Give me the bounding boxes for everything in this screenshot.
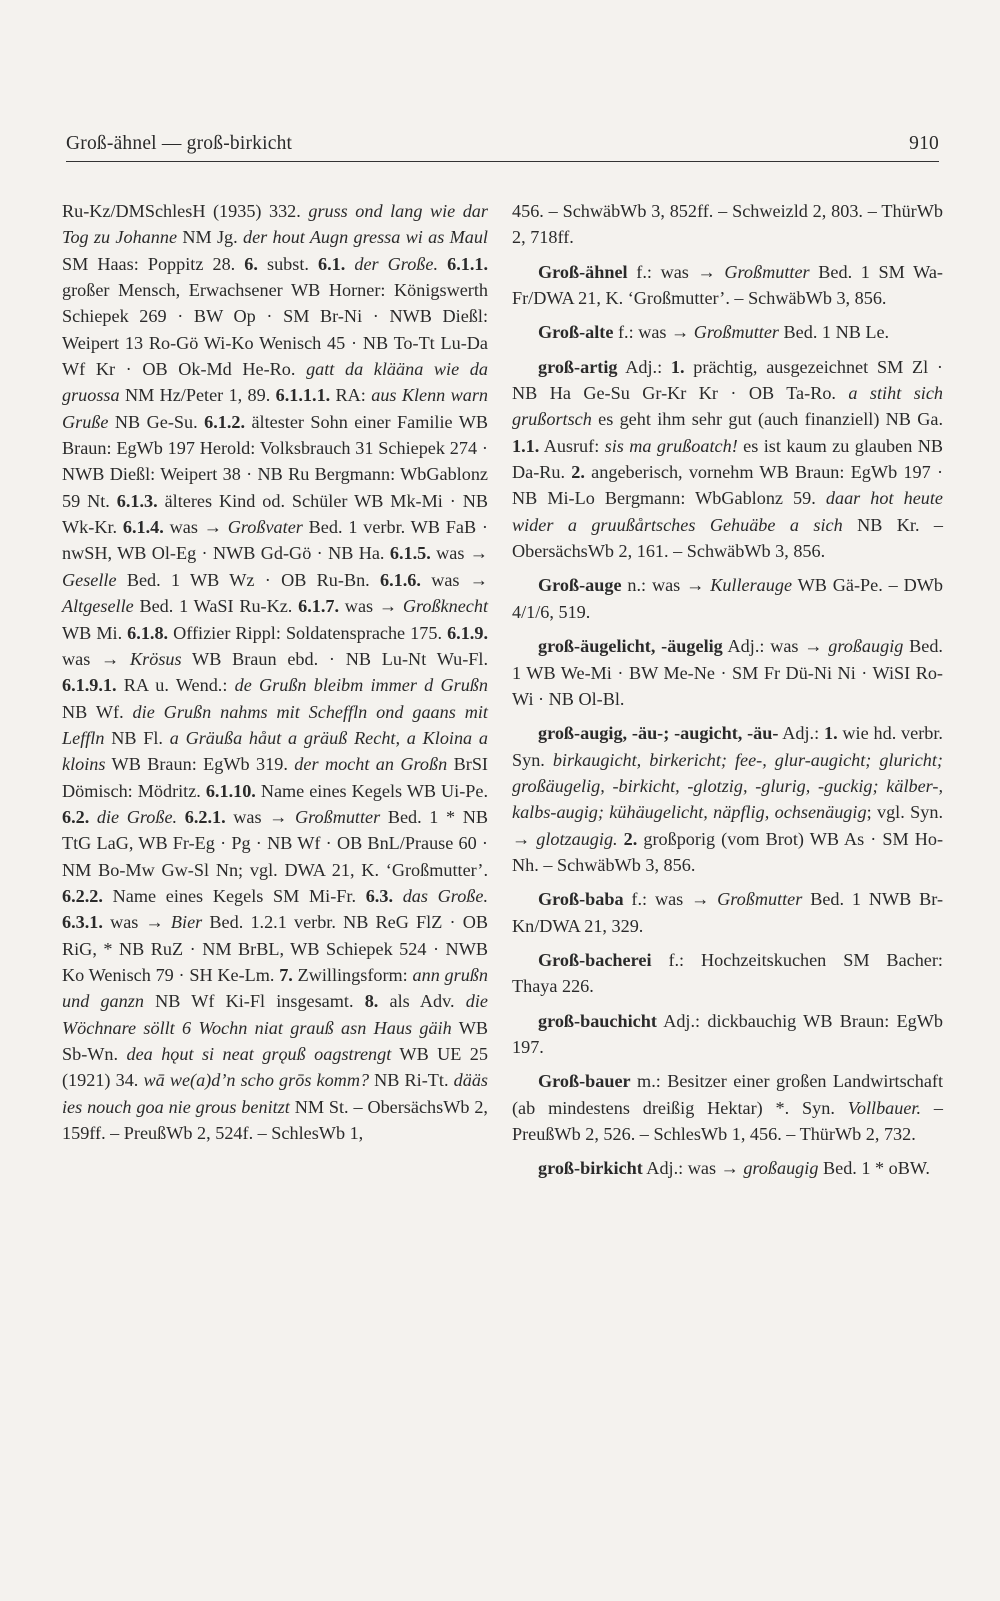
bold-run: groß-augig, -äu-; -augicht, -äu- [538,723,779,744]
text-run: Bed. 1 NB Le. [778,322,890,343]
text-run [89,807,97,827]
bold-run: 6.2.1. [184,806,226,827]
text-run: RA: [330,385,372,406]
bold-run: 2. [571,462,585,483]
italic-run: die Grußn nahms mit Scheffln ond gaans mit Leffln [62,701,488,748]
text-run: es ist kaum zu glauben NB Da-Ru. [512,435,943,483]
left-column [62,198,488,1146]
text-run: Zwillingsform: [292,964,413,985]
bold-run: 6.3.1. [62,912,103,933]
bold-run: 6.1.10. [205,780,256,801]
bold-run: 6.1.5. [389,543,431,564]
text-run: Adj.: dickbauchig WB Braun: EgWb 197. [512,1010,943,1057]
italic-run: der Große. [354,253,439,274]
text-run: Offizier Rippl: Soldatensprache 175. [168,622,448,643]
text-run: NM Hz/Peter 1, 89. [119,385,276,406]
text-run: Ru-Kz/DMSchlesH (1935) 332. [62,201,309,221]
bold-run: 1. [670,356,685,377]
text-run: f.: Hochzeitskuchen SM Bacher: Thaya 226. [512,949,943,997]
bold-run: 6.1.2. [204,411,246,432]
italic-run: der mocht an Großn [294,754,448,775]
text-run: Bed. 1.2.1 verbr. NB ReG FlZ · OB RiG, * NB RuZ · NM BrBL, WB Schiepek 524 · NWB Ko Wenisch 79 · SH Ke-Lm. [62,912,488,985]
italic-run: Großvater [227,517,303,538]
bold-run: 6.1.1.1. [275,385,331,406]
italic-run: Großmutter [717,889,803,910]
text-run: was → [225,806,295,827]
italic-run: ann grußn und ganzn [62,964,488,1012]
text-run: Bed. 1 WB Wz · OB Ru-Bn. [116,569,381,590]
italic-run: glotzaugig. [536,828,618,849]
text-run: Adj.: was → [642,1158,744,1179]
text-run: WB Braun ebd. · NB Lu-Nt Wu-Fl. [181,648,488,669]
italic-run: daar hot heute wider a gruußårtsches Gehuäbe a sich [512,488,943,535]
entry-gross-aeugelicht [512,633,943,712]
entry-gross-artig [512,354,943,565]
italic-run: Bier [170,912,203,933]
text-run: Adj.: [617,356,671,377]
text-run: was → [163,517,228,538]
bold-run: 6.1.4. [122,517,164,538]
text-run: BrSI Dömisch: Mödritz. [62,754,488,801]
text-run: f.: was → [613,322,694,343]
text-run: was → [62,648,131,669]
text-run: was → [339,596,403,617]
text-run: NM Jg. [177,227,243,248]
italic-run: Altgeselle [62,596,134,617]
text-run: Bed. 1 SM Wa-Fr/DWA 21, K. ‘Großmutter’. – SchwäbWb 3, 856. [512,261,943,309]
running-title: Groß-ähnel — groß-birkicht [66,133,293,154]
text-run: Bed. 1 verbr. WB FaB · nwSH, WB Ol-Eg · NWB Gd-Gö · NB Ha. [62,517,488,564]
text-run [393,886,403,906]
text-run: was → [430,543,488,564]
italic-run: großaugig [828,636,904,657]
italic-run: Großmutter [724,261,810,282]
text-run: WB Braun: EgWb 319. [105,754,295,775]
text-run: prächtig, ausgezeichnet SM Zl · NB Ha Ge-Su Gr-Kr Kr · OB Ta-Ro. [512,356,943,404]
text-run: angeberisch, vornehm WB Braun: EgWb 197 · NB Mi-Lo Bergmann: WbGablonz 59. [512,462,943,509]
right-column [512,198,943,1182]
italic-run: de Grußn bleibm immer d Grußn [234,675,488,696]
bold-run: 1. [823,723,838,744]
bold-run: 1.1. [512,435,540,456]
text-run: ; vgl. Syn. → [512,802,943,849]
bold-run: Groß-ähnel [538,261,628,282]
text-run: Bed. 1 WaSI Ru-Kz. [133,596,299,617]
bold-run: Groß-alte [538,322,614,343]
bold-run: 6. [244,253,258,274]
text-run: f.: was → [623,889,718,910]
bold-run: 6.1.7. [298,596,340,617]
italic-run: birkaugicht, birkericht; fee-, glur-augicht; gluricht; großäugelig, -birkicht, -glotzig, -glurig, -guckig; kälber-, kalbs-augig; kühäugelicht, näpflig, ochsenäugig [512,749,943,823]
text-run: WB Sb-Wn. [62,1017,488,1064]
text-run: Adj.: [778,723,824,744]
italic-run: Geselle [62,569,117,590]
text-run: großer Mensch, Erwachsener WB Horner: Königswerth Schiepek 269 · BW Op · SM Br-Ni · NWB Dießl: Weipert 13 Ro-Gö Wi-Ko Wenisch 45 · NB To-Tt Lu-Da Wf Kr · OB Ok-Md He-Ro. [62,280,488,380]
text-run: WB UE 25 (1921) 34. [62,1044,488,1091]
text-run: älteres Kind od. Schüler WB Mk-Mi · NB Wk-Kr. [62,490,488,538]
text-run [177,807,185,827]
text-run: Name eines Kegels WB Ui-Pe. [255,780,488,801]
bold-run: 6.1.9. [447,622,488,643]
bold-run: 6.1.8. [127,622,169,643]
bold-run: 6.1.6. [380,569,421,590]
bold-run: Groß-auge [538,575,622,596]
italic-run: sis ma grußoatch! [604,435,738,456]
italic-run: aus Klenn warn Gruße [62,385,489,432]
text-run: NB Wf Ki-Fl insgesamt. [143,991,365,1012]
text-run: was → [102,912,171,933]
text-run: großporig (vom Brot) WB As · SM Ho-Nh. – SchwäbWb 3, 856. [512,828,944,875]
text-run: Bed. 1 * oBW. [818,1158,930,1179]
text-run: Bed. 1 NWB Br-Kn/DWA 21, 329. [512,889,943,936]
bold-run: groß-artig [538,356,618,377]
entry-gross-bacherei [512,947,943,1000]
italic-run: großaugig [743,1158,819,1179]
text-run: NB Kr. – ObersächsWb 2, 161. – SchwäbWb 3, 856. [512,514,944,562]
bold-run: 2. [623,828,638,849]
bold-run: 8. [364,991,379,1012]
text-run: was → [420,569,488,590]
italic-run: der hout Augn gressa wi as Maul [242,227,488,248]
text-run: Name eines Kegels SM Mi-Fr. [102,885,366,906]
entry-gross-augig [512,720,943,878]
italic-run: Kullerauge [710,575,793,596]
bold-run: groß-bauchicht [538,1010,657,1031]
entry-gross-bauer [512,1068,943,1147]
running-header [66,133,939,162]
entry-gross-baba [512,886,943,939]
bold-run: Groß-bacherei [538,949,652,970]
text-run: 456. – SchwäbWb 3, 852ff. – Schweizld 2, 803. – ThürWb 2, 718ff. [512,201,943,248]
text-run [345,254,354,274]
italic-run: dea hǫut si neat grǫuß oagstrengt [126,1044,392,1064]
text-run: – PreußWb 2, 526. – SchlesWb 1, 456. – ThürWb 2, 732. [512,1097,944,1144]
text-run: RA u. Wend.: [116,675,235,696]
text-run: NB Wf. [62,701,133,722]
bold-run: groß-äugelicht, -äugelig [538,636,723,657]
italic-run: das Große. [402,885,488,906]
bold-run: 6.2. [62,806,90,827]
text-run: ältester Sohn einer Familie WB Braun: EgWb 197 Herold: Volksbrauch 31 Schiepek 274 · NWB Dießl: Weipert 38 · NB Ru Bergmann: WbGablonz 59 Nt. [62,411,488,511]
bold-run: 6.1.9.1. [62,675,117,696]
text-run: Ausruf: [539,435,605,456]
bold-run: Groß-baba [538,889,624,910]
text-run: m.: Besitzer einer großen Landwirtschaft (ab mindestens dreißig Hektar) *. Syn. [512,1071,943,1118]
italic-run: Krösus [130,648,182,669]
entry-gross-alte [512,319,943,345]
bold-run: 6.1.1. [447,253,489,274]
text-run: NB Ge-Su. [108,411,205,432]
italic-run: Vollbauer. [847,1097,922,1118]
text-run: n.: was → [621,575,711,596]
text-run: NB Ri-Tt. [369,1070,454,1091]
italic-run: Großmutter [294,806,381,827]
bold-run: 6.2.2. [62,885,103,906]
bold-run: 6.3. [365,885,393,906]
italic-run: die Große. [96,806,178,827]
text-run: wie hd. verbr. Syn. [512,723,943,770]
italic-run: Großmutter [693,322,779,343]
bold-run: Groß-bauer [538,1071,631,1092]
entry-gross-birkicht [512,1155,943,1181]
text-run: Bed. 1 WB We-Mi · BW Me-Ne · SM Fr Dü-Ni Ni · WiSI Ro-Wi · NB Ol-Bl. [512,636,943,709]
bold-run: 6.1. [318,253,346,274]
bold-run: groß-birkicht [538,1158,643,1179]
italic-run: dääs ies nouch goa nie grous benitzt [62,1070,488,1117]
text-run: Adj.: was → [722,636,829,657]
bold-run: 6.1.3. [116,490,158,511]
italic-run: a stiht sich grußortsch [512,383,943,430]
entry-gross-bauchicht [512,1008,943,1061]
page-number: 910 [909,133,939,154]
text-run: subst. [257,253,318,274]
text-run: es geht ihm sehr gut (auch finanziell) NB Ga. [591,409,943,430]
text-run: WB Gä-Pe. – DWb 4/1/6, 519. [512,575,943,622]
italic-run: a Gräußa håut a gräuß Recht, a Kloina a kloins [62,727,489,775]
italic-run: die Wöchnare söllt 6 Wochn niat grauß asn Haus gäih [62,991,488,1038]
entry-continuation [62,198,488,1146]
bold-run: 7. [279,964,293,985]
text-run: WB Mi. [62,622,128,643]
text-run: SM Haas: Poppitz 28. [62,253,245,274]
entry-gross-aehnel [512,259,943,312]
italic-run: gruss ond lang wie dar Tog zu Johanne [62,201,488,248]
text-run: Bed. 1 * NB TtG LaG, WB Fr-Eg · Pg · NB Wf · OB BnL/Prause 60 · NM Bo-Mw Gw-Sl Nn; vgl. DWA 21, K. ‘Großmutter’. [62,806,488,880]
entry-continuation-tail [512,198,943,251]
text-run [438,254,447,274]
text-run: als Adv. [378,991,466,1012]
text-run: NB Fl. [104,727,170,748]
entry-gross-auge [512,572,943,625]
italic-run: wā we(a)d’n scho grōs komm? [143,1070,370,1091]
italic-run: Großknecht [402,596,488,617]
italic-run: gatt da klääna wie da gruossa [62,359,488,406]
text-run: NM St. – ObersächsWb 2, 159ff. – PreußWb 2, 524f. – SchlesWb 1, [62,1096,488,1144]
text-run: f.: was → [627,261,725,282]
